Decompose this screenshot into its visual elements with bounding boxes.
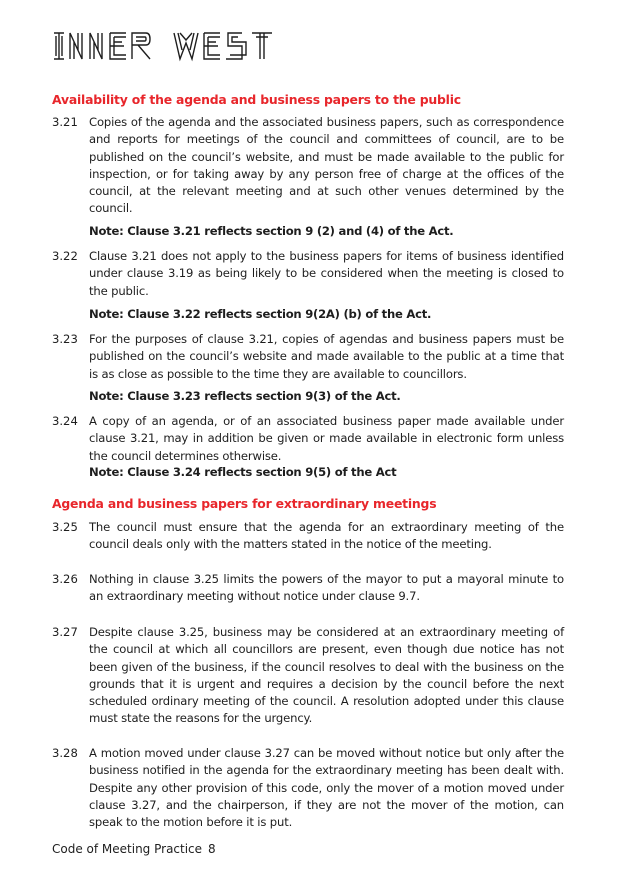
clause-text: The council must ensure that the agenda for an extraordinary meeting of the council deals only with the matters stated in the notice of the meeting.: [89, 520, 564, 552]
clause: [52, 571, 564, 606]
clause-text: A copy of an agenda, or of an associated business paper made available under clause 3.21, may in addition be given or made available in electronic form unless the council determines otherwise.: [89, 414, 564, 463]
clause: [52, 624, 564, 728]
clause-number: 3.25: [52, 520, 78, 534]
clause-text: A motion moved under clause 3.27 can be moved without notice but only after the business notified in the agenda for the extraordinary meeting has been dealt with. Despite any other provision of this code, only the mover of a motion moved under clause 3.27, and the chairperson, if they are not the mover of the motion, can speak to the motion before it is put.: [89, 746, 564, 830]
clause-note: Note: Clause 3.21 reflects section 9 (2) and (4) of the Act.: [89, 224, 454, 238]
clause-number: 3.23: [52, 332, 78, 346]
clause: [52, 745, 564, 831]
clause-text: Nothing in clause 3.25 limits the powers of the mayor to put a mayoral minute to an extraordinary meeting without notice under clause 9.7.: [89, 572, 564, 604]
clause: [52, 413, 564, 465]
clause-note: Note: Clause 3.23 reflects section 9(3) of the Act.: [89, 389, 401, 403]
clause-text: Clause 3.21 does not apply to the business papers for items of business identified under clause 3.19 as being likely to be considered when the meeting is closed to the public.: [89, 249, 564, 298]
footer-doc-title: Code of Meeting Practice: [52, 842, 203, 856]
clause-text: For the purposes of clause 3.21, copies of agendas and business papers must be published on the council’s website and made available to the public at a time that is as close as possible to the time they are available to councillors.: [89, 332, 564, 381]
clause: [52, 248, 564, 300]
clause-number: 3.27: [52, 625, 78, 639]
clause: [52, 114, 564, 218]
clause-text: Copies of the agenda and the associated business papers, such as correspondence and reports for meetings of the council and committees of council, are to be published on the council’s website, and must be made available to the public for inspection, or for taking away by any person free of charge at the offices of the council, at the relevant meeting and at such other venues determined by the council.: [89, 115, 564, 216]
clause-number: 3.21: [52, 115, 78, 129]
clause-note: Note: Clause 3.22 reflects section 9(2A) (b) of the Act.: [89, 307, 432, 321]
inner-west-logo: [52, 28, 292, 64]
page-footer: [52, 842, 216, 856]
section-heading: Availability of the agenda and business papers to the public: [52, 92, 461, 107]
footer-page-number: 8: [208, 842, 216, 856]
clause-number: 3.26: [52, 572, 78, 586]
clause-number: 3.22: [52, 249, 78, 263]
clause: [52, 331, 564, 383]
clause-number: 3.28: [52, 746, 78, 760]
clause-note: Note: Clause 3.24 reflects section 9(5) of the Act: [89, 465, 397, 479]
section-heading: Agenda and business papers for extraordinary meetings: [52, 496, 437, 511]
clause-number: 3.24: [52, 414, 78, 428]
clause-text: Despite clause 3.25, business may be considered at an extraordinary meeting of the council at which all councillors are present, even though due notice has not been given of the business, if the council resolves to deal with the business on the grounds that it is urgent and requires a decision by the council before the next scheduled ordinary meeting of the council. A resolution adopted under this clause must state the reasons for the urgency.: [89, 625, 564, 726]
clause: [52, 519, 564, 554]
